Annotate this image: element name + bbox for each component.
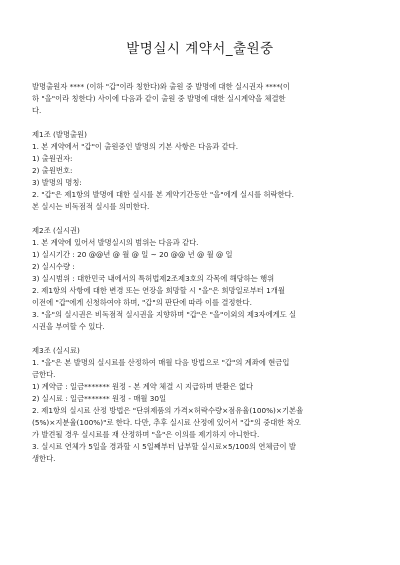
preamble: [32, 81, 368, 117]
section-line: 2. 제1항의 실시료 산정 방법은 "단위제품의 가격×허락수량×점유율(100%)×기본율: [32, 406, 304, 415]
section-line: 2) 실시료 : 일금******* 원정 - 매월 30일: [32, 394, 167, 403]
section-line: 3) 실시범위 : 대한민국 내에서의 특허법제2조제3호의 각목에 해당하는 행위: [32, 274, 275, 283]
section-line: 1. 본 계약에서 "갑"이 출원중인 발명의 기본 사항은 다음과 같다.: [32, 142, 239, 151]
section-line: 3. 실시료 연체가 5일을 경과할 시 5일째부터 납부할 실시료×5/100의 연체금이 발: [32, 442, 296, 451]
section-article-2: [32, 225, 368, 333]
section-article-1: [32, 129, 368, 213]
section-line: 1) 출원권자:: [32, 154, 73, 163]
section-heading: 제2조 (실시권): [32, 226, 80, 235]
section-line: 가 발견될 경우 실시료를 재 산정하며 "을"은 이의를 제기하지 아니한다.: [32, 430, 260, 439]
preamble-line: 발명출원자 **** (이하 "갑"이라 칭한다)와 출원 중 발명에 대한 실시권자 ****(이: [32, 82, 290, 91]
section-line: (5%)×지분율(100%)"로 한다. 다만, 추후 실시료 산정에 있어서 "갑"의 중대한 착오: [32, 418, 301, 427]
section-line: 2) 실시수량 :: [32, 262, 75, 271]
preamble-line: 하 "을"이라 칭한다) 사이에 다음과 같이 출원 중 발명에 대한 실시계약을 체결한: [32, 94, 286, 103]
section-line: 1) 실시기간 : 20 @@년 @ 월 @ 일 ~ 20 @@ 년 @ 월 @ 일: [32, 250, 233, 259]
document-title: 발명실시 계약서_출원중: [126, 41, 274, 57]
section-line: 생한다.: [32, 454, 56, 463]
section-line: 3. "을"의 실시권은 비독점적 실시권을 지향하며 "갑"은 "을"이외의 제3자에게도 실: [32, 310, 297, 319]
section-line: 3) 발명의 명칭:: [32, 178, 82, 187]
section-heading: 제1조 (발명출원): [32, 130, 87, 139]
section-line: 1. 본 계약에 있어서 발명실시의 범위는 다음과 같다.: [32, 238, 199, 247]
preamble-line: 다.: [32, 106, 42, 115]
section-line: 이전에 "갑"에게 신청하여야 하며, "갑"의 판단에 따라 이를 결정한다.: [32, 298, 252, 307]
section-article-3: [32, 345, 368, 465]
section-line: 본 실시는 비독점적 실시를 의미한다.: [32, 202, 150, 211]
section-line: 1) 계약금 : 일금******* 원정 - 본 계약 체결 시 지급하며 반환은 없다: [32, 382, 254, 391]
section-line: 시권을 부여할 수 있다.: [32, 322, 105, 331]
section-line: 금한다.: [32, 370, 56, 379]
section-heading: 제3조 (실시료): [32, 346, 80, 355]
section-line: 2. 제1항의 사항에 대한 변경 또는 연장을 희망할 시 "을"은 희망일로부터 1개월: [32, 286, 285, 295]
section-line: 2) 출원번호:: [32, 166, 73, 175]
section-line: 2. "갑"은 제1항의 발명에 대한 실시를 본 계약기간동안 "을"에게 실시를 허락한다.: [32, 190, 295, 199]
section-line: 1. "을"은 본 발명의 실시료를 산정하여 매월 다음 방법으로 "갑"의 계좌에 현금입: [32, 358, 290, 367]
